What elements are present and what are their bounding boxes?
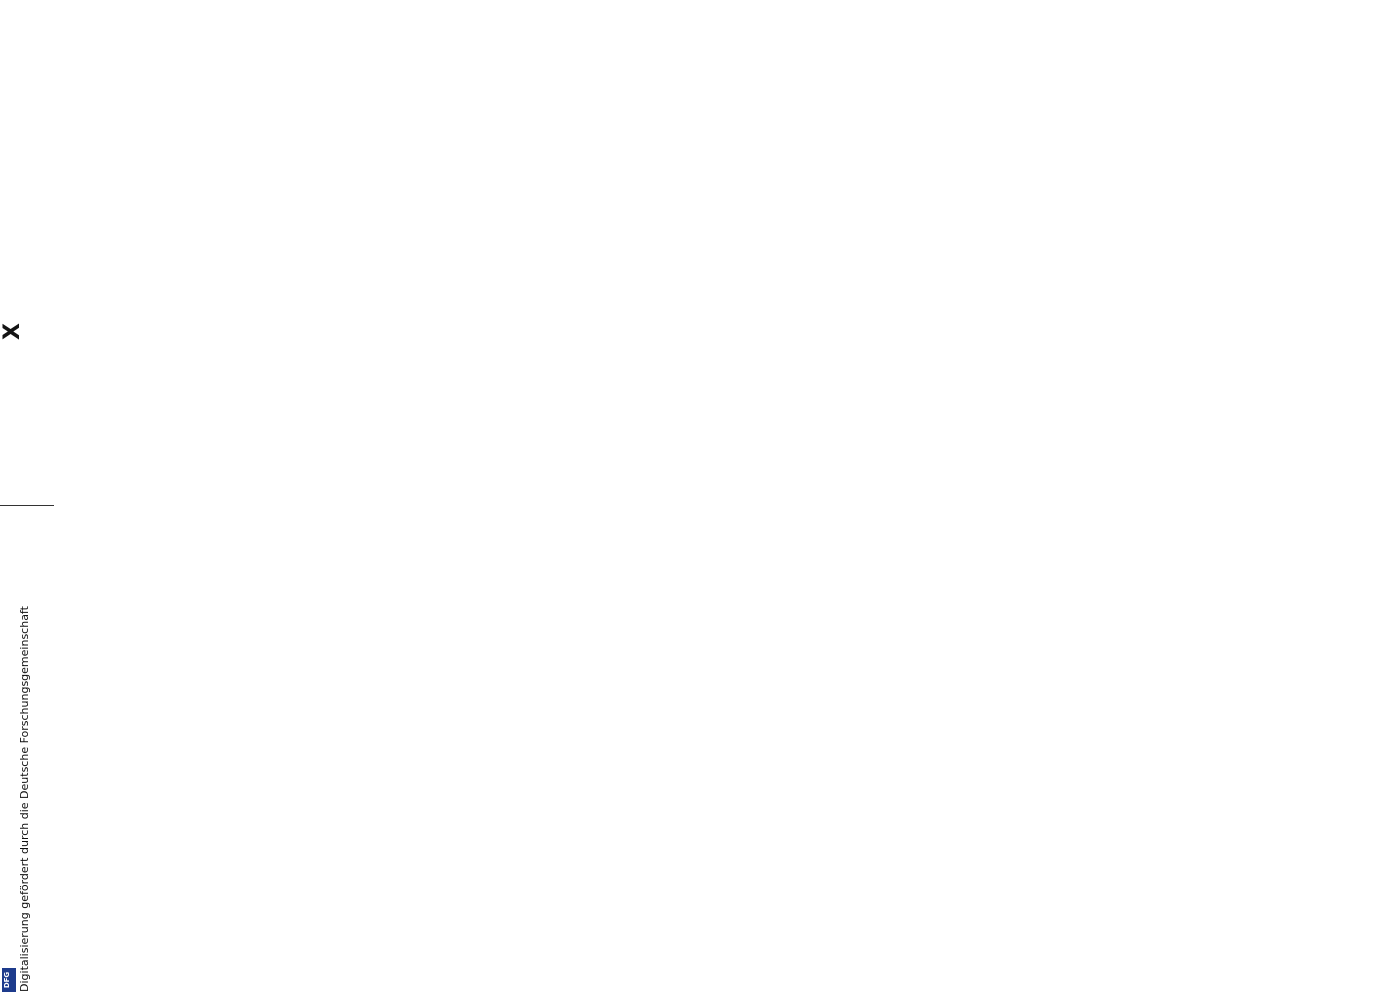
digitization-credit — [0, 0, 30, 1000]
credit-text: Digitalisierung gefördert durch die Deutsche Forschungsgemeinschaft — [18, 606, 31, 992]
dfg-logo-text: DFG — [3, 971, 12, 989]
handwritten-x-mark: X — [0, 323, 25, 340]
dfg-logo — [2, 968, 16, 992]
